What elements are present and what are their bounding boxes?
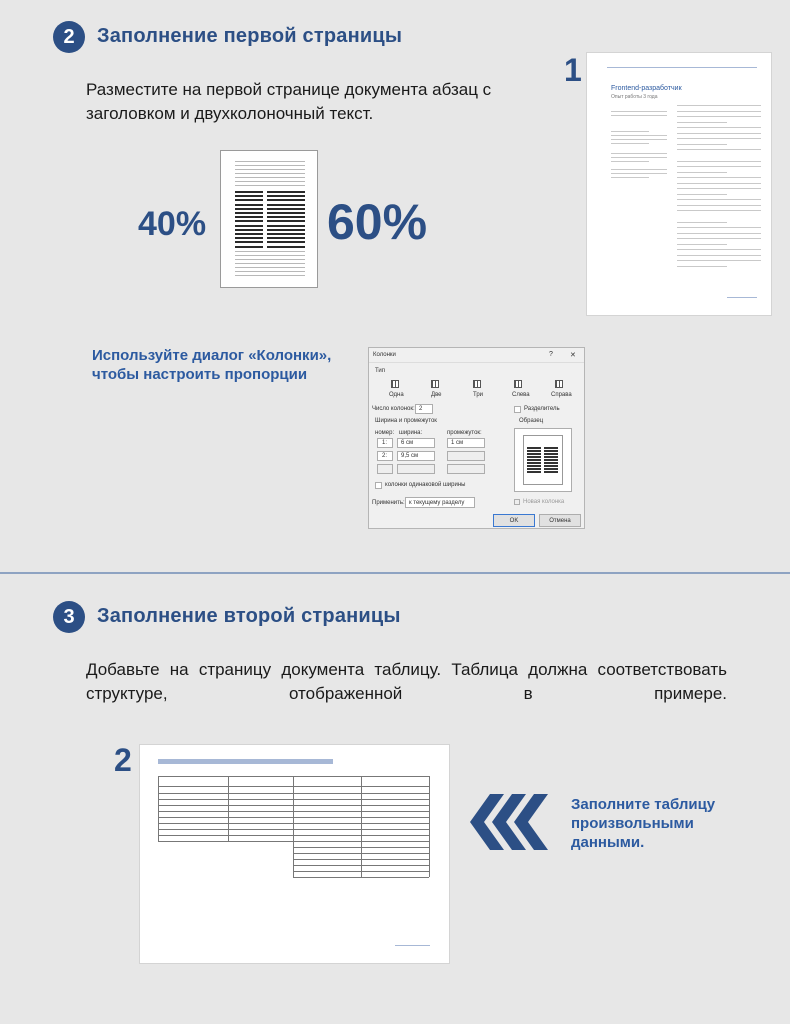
resume-example-thumbnail — [587, 53, 771, 315]
preset-one-icon[interactable] — [391, 380, 399, 388]
sample-preview — [514, 428, 572, 492]
percent-right: 60% — [327, 194, 428, 250]
row1-num: 1: — [377, 438, 393, 448]
new-column-label: Новая колонка — [523, 499, 565, 505]
col-header-num: номер: — [375, 430, 395, 436]
preset-right-icon[interactable] — [555, 380, 563, 388]
percent-left: 40% — [138, 205, 207, 243]
preset-three-label[interactable]: Три — [473, 392, 484, 398]
row3-num — [377, 464, 393, 474]
example-number-1: 1 — [564, 52, 582, 88]
section-title-second-page: Заполнение второй страницы — [97, 605, 401, 627]
step-badge-2: 2 — [53, 21, 85, 53]
example-number-2: 2 — [114, 742, 132, 778]
preset-left-label[interactable]: Слева — [512, 392, 530, 398]
row1-width-input[interactable]: 6 см — [397, 438, 435, 448]
instruction-first-page: Разместите на первой странице документа абзац с заголовком и двухколоночный текст. — [86, 80, 492, 123]
dialog-close-icon[interactable]: ✕ — [570, 352, 576, 359]
section-title-first-page: Заполнение первой страницы — [97, 25, 403, 47]
equal-width-label: колонки одинаковой ширины — [385, 482, 466, 488]
row2-spacing-input[interactable] — [447, 451, 485, 461]
preset-left-icon[interactable] — [514, 380, 522, 388]
type-label: Тип — [375, 368, 386, 374]
preset-three-icon[interactable] — [473, 380, 481, 388]
preset-two-label[interactable]: Две — [431, 392, 442, 398]
preset-one-label[interactable]: Одна — [389, 392, 404, 398]
col-header-width: ширина: — [399, 430, 423, 436]
ok-button[interactable]: OK — [493, 514, 535, 527]
columns-dialog — [368, 347, 585, 529]
chevron-left-arrows-icon — [470, 794, 552, 850]
apply-select[interactable]: к текущему разделу — [405, 497, 475, 508]
sample-label: Образец — [519, 418, 544, 424]
two-column-layout-icon — [220, 150, 318, 288]
equal-width-checkbox[interactable] — [375, 482, 382, 489]
cancel-button[interactable]: Отмена — [539, 514, 581, 527]
num-columns-input[interactable]: 2 — [415, 404, 433, 414]
row2-num: 2: — [377, 451, 393, 461]
num-columns-label: Число колонок: — [372, 406, 415, 412]
separator-label: Разделитель — [524, 406, 560, 412]
dialog-help-icon[interactable]: ? — [549, 351, 553, 358]
preset-two-icon[interactable] — [431, 380, 439, 388]
section-second-page — [0, 574, 790, 1024]
apply-label: Применить: — [372, 500, 405, 506]
row2-width-input[interactable]: 9,5 см — [397, 451, 435, 461]
row3-width-input[interactable] — [397, 464, 435, 474]
col-header-spacing: промежуток: — [447, 430, 482, 436]
separator-checkbox[interactable] — [514, 406, 521, 413]
row1-spacing-input[interactable]: 1 см — [447, 438, 485, 448]
dialog-hint: Используйте диалог «Колонки», чтобы настроить пропорции — [92, 347, 332, 383]
step-badge-3: 3 — [53, 601, 85, 633]
resume-subtitle: Опыт работы 3 года — [611, 94, 658, 100]
row3-spacing-input[interactable] — [447, 464, 485, 474]
preset-right-label[interactable]: Справа — [551, 392, 572, 398]
width-spacing-label: Ширина и промежуток — [375, 418, 437, 424]
resume-title: Frontend-разработчик — [611, 85, 682, 92]
dialog-title: Колонки — [373, 352, 396, 358]
instruction-second-page: Добавьте на страницу документа таблицу. Таблица должна соответствовать структуре, отображенной в примере. — [86, 660, 727, 703]
new-column-checkbox[interactable] — [514, 499, 520, 505]
table-example-thumbnail — [140, 745, 449, 963]
fill-table-note: Заполните таблицу произвольными данными. — [571, 796, 716, 851]
